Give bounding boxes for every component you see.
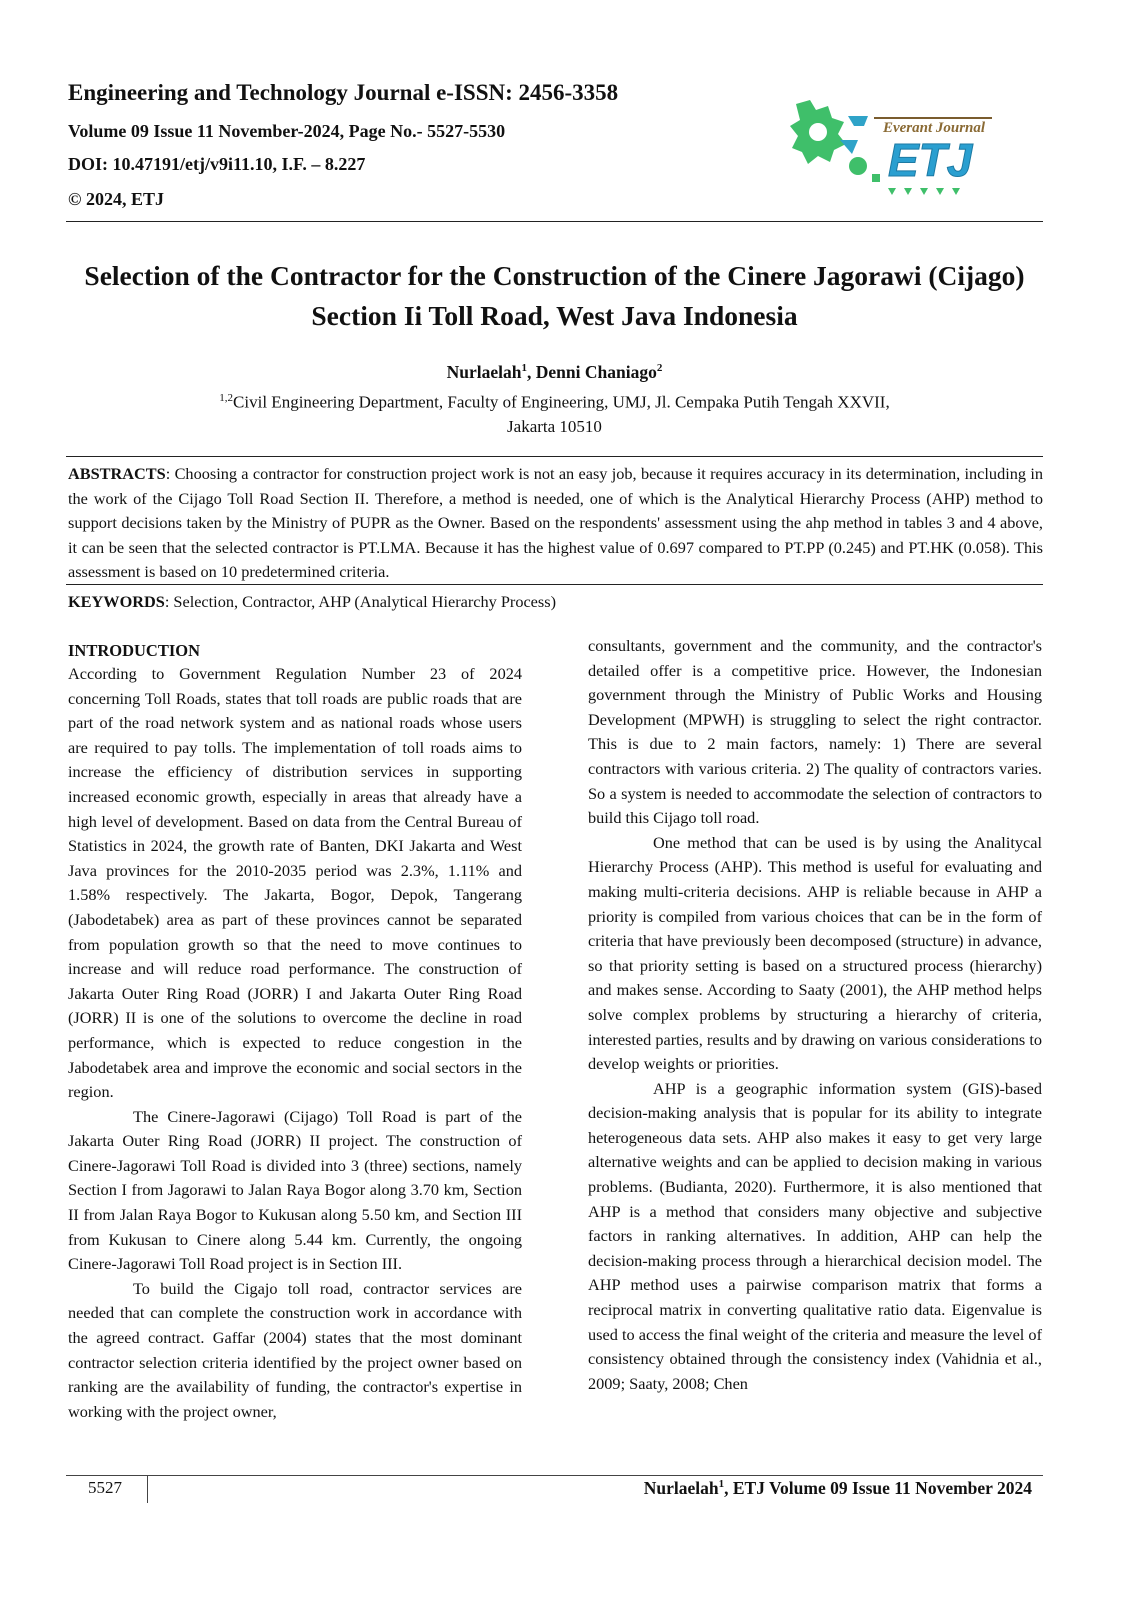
abstract-label: ABSTRACTS bbox=[68, 464, 166, 483]
intro-paragraph-5: One method that can be used is by using the Analitycal Hierarchy Process (AHP). This method is useful for evaluating and making multi-criteria decisions. AHP is reliable because in AHP a priority is compiled from various choices that can be in the form of criteria that have previously been decomposed (structure) in advance, so that priority setting is based on a structured process (hierarchy) and makes sense. According to Saaty (2001), the AHP method helps solve complex problems by structuring a hierarchy of criteria, interested parties, results and by drawing on various considerations to develop weights or priorities. bbox=[588, 832, 1042, 1074]
author-sep: , bbox=[527, 362, 536, 382]
paper-title: Selection of the Contractor for the Construction of the Cinere Jagorawi (Cijago) Section Ii Toll Road, West Java Indonesia bbox=[84, 260, 1025, 331]
affiliation-line-1: Civil Engineering Department, Faculty of Engineering, UMJ, Jl. Cempaka Putih Tengah XXVII, bbox=[233, 392, 890, 412]
abstract bbox=[68, 462, 1043, 585]
intro-paragraph-1: According to Government Regulation Number 23 of 2024 concerning Toll Roads, states that toll roads are public roads that are part of the road network system and as national roads whose users are required to pay tolls. The implementation of toll roads aims to increase the efficiency of distribution services in supporting increased economic growth, especially in areas that already have a high level of development. Based on data from the Central Bureau of Statistics in 2024, the growth rate of Banten, DKI Jakarta and West Java provinces for the 2010-2035 period was 2.3%, 1.11% and 1.58% respectively. The Jakarta, Bogor, Depok, Tangerang (Jabodetabek) area as part of these provinces cannot be separated from population growth so that the need to move continues to increase and will reduce road performance. The construction of Jakarta Outer Ring Road (JORR) I and Jakarta Outer Ring Road (JORR) II is one of the solutions to overcome the decline in road performance, which is expected to reduce congestion in the Jabodetabek area and improve the economic and social sectors in the region. bbox=[68, 664, 522, 1102]
intro-paragraph-3: To build the Cigajo toll road, contractor services are needed that can complete the construction work in accordance with the agreed contract. Gaffar (2004) states that the most dominant contractor selection criteria identified by the project owner based on ranking are the availability of funding, the contractor's expertise in working with the project owner, bbox=[68, 1278, 522, 1421]
author-2-sup: 2 bbox=[656, 362, 663, 375]
page-number: 5527 bbox=[88, 1478, 122, 1497]
keywords-text: : Selection, Contractor, AHP (Analytical Hierarchy Process) bbox=[164, 592, 557, 611]
intro-paragraph-2: The Cinere-Jagorawi (Cijago) Toll Road is part of the Jakarta Outer Ring Road (JORR) II project. The construction of Cinere-Jagorawi Toll Road is divided into 3 (three) sections, namely Section I from Jagorawi to Jalan Raya Bogor along 3.70 km, Section II from Jalan Raya Bogor to Kukusan along 5.50 km, and Section III from Kukusan to Cinere along 5.44 km. Currently, the ongoing Cinere-Jagorawi Toll Road project is in Section III. bbox=[68, 1106, 522, 1274]
keywords-label: KEYWORDS bbox=[68, 592, 165, 611]
right-column bbox=[588, 634, 1042, 1396]
author-1: Nurlaelah bbox=[446, 362, 522, 382]
etj-logo bbox=[788, 96, 998, 200]
journal-volume: Volume 09 Issue 11 November-2024, Page No.- 5527-5530 bbox=[68, 121, 506, 141]
abstract-text: : Choosing a contractor for construction project work is not an easy job, because it requires accuracy in its determination, including in the work of the Cijago Toll Road Section II. Therefore, a method is needed, one of which is the Analytical Hierarchy Process (AHP) method to support decisions taken by the Ministry of PUPR as the Owner. Based on the respondents' assessment using the ahp method in tables 3 and 4 above, it can be seen that the selected contractor is PT.LMA. Because it has the highest value of 0.697 compared to PT.PP (0.245) and PT.HK (0.058). This assessment is based on 10 predetermined criteria. bbox=[68, 464, 1043, 582]
running-footer bbox=[644, 1478, 1032, 1499]
keywords bbox=[68, 592, 1043, 612]
author-1-sup: 1 bbox=[521, 362, 528, 375]
running-author: Nurlaelah bbox=[643, 1478, 719, 1498]
intro-paragraph-6: AHP is a geographic information system (GIS)-based decision-making analysis that is popular for its ability to integrate heterogeneous data sets. AHP also makes it easy to get very large alternative weights and can be applied to decision making in various problems. (Budianta, 2020). Furthermore, it is also mentioned that AHP is a method that considers many objective and subjective factors in ranking alternatives. In addition, AHP can help the decision-making process through a hierarchical decision model. The AHP method uses a pairwise comparison matrix that forms a reciprocal matrix in converting qualitative ratio data. Eigenvalue is used to access the final weight of the criteria and measure the level of consistency obtained through the consistency index (Vahidnia et al., 2009; Saaty, 2008; Chen bbox=[588, 1078, 1042, 1393]
logo-caption: Everant Journal bbox=[882, 120, 986, 136]
author-list bbox=[66, 362, 1043, 383]
journal-title: Engineering and Technology Journal e-ISSN: 2456-3358 bbox=[68, 80, 619, 105]
intro-paragraph-4: consultants, government and the community, and the contractor's detailed offer is a competitive price. However, the Indonesian government through the Ministry of Public Works and Housing Development (MPWH) is struggling to select the right contractor. This is due to 2 main factors, namely: 1) There are several contractors with various criteria. 2) The quality of contractors varies. So a system is needed to accommodate the selection of contractors to build this Cijago toll road. bbox=[588, 636, 1042, 828]
abstract-top-rule bbox=[66, 456, 1043, 457]
header-rule bbox=[66, 221, 1043, 222]
running-sup: 1 bbox=[718, 1478, 725, 1491]
affiliation-line-2: Jakarta 10510 bbox=[507, 416, 602, 436]
introduction-heading: INTRODUCTION bbox=[68, 641, 201, 660]
footer-rule bbox=[66, 1475, 1043, 1476]
affiliation bbox=[66, 386, 1043, 439]
journal-doi: DOI: 10.47191/etj/v9i11.10, I.F. – 8.227 bbox=[68, 154, 366, 174]
author-2: Denni Chaniago bbox=[535, 362, 657, 382]
affiliation-sup: 1,2 bbox=[219, 392, 234, 404]
logo-letters: ETJ bbox=[888, 134, 973, 186]
left-column bbox=[68, 640, 522, 1424]
abstract-bottom-rule bbox=[66, 584, 1043, 585]
running-text: , ETJ Volume 09 Issue 11 November 2024 bbox=[724, 1478, 1032, 1498]
footer-divider bbox=[147, 1475, 148, 1503]
journal-copyright: © 2024, ETJ bbox=[68, 189, 164, 209]
